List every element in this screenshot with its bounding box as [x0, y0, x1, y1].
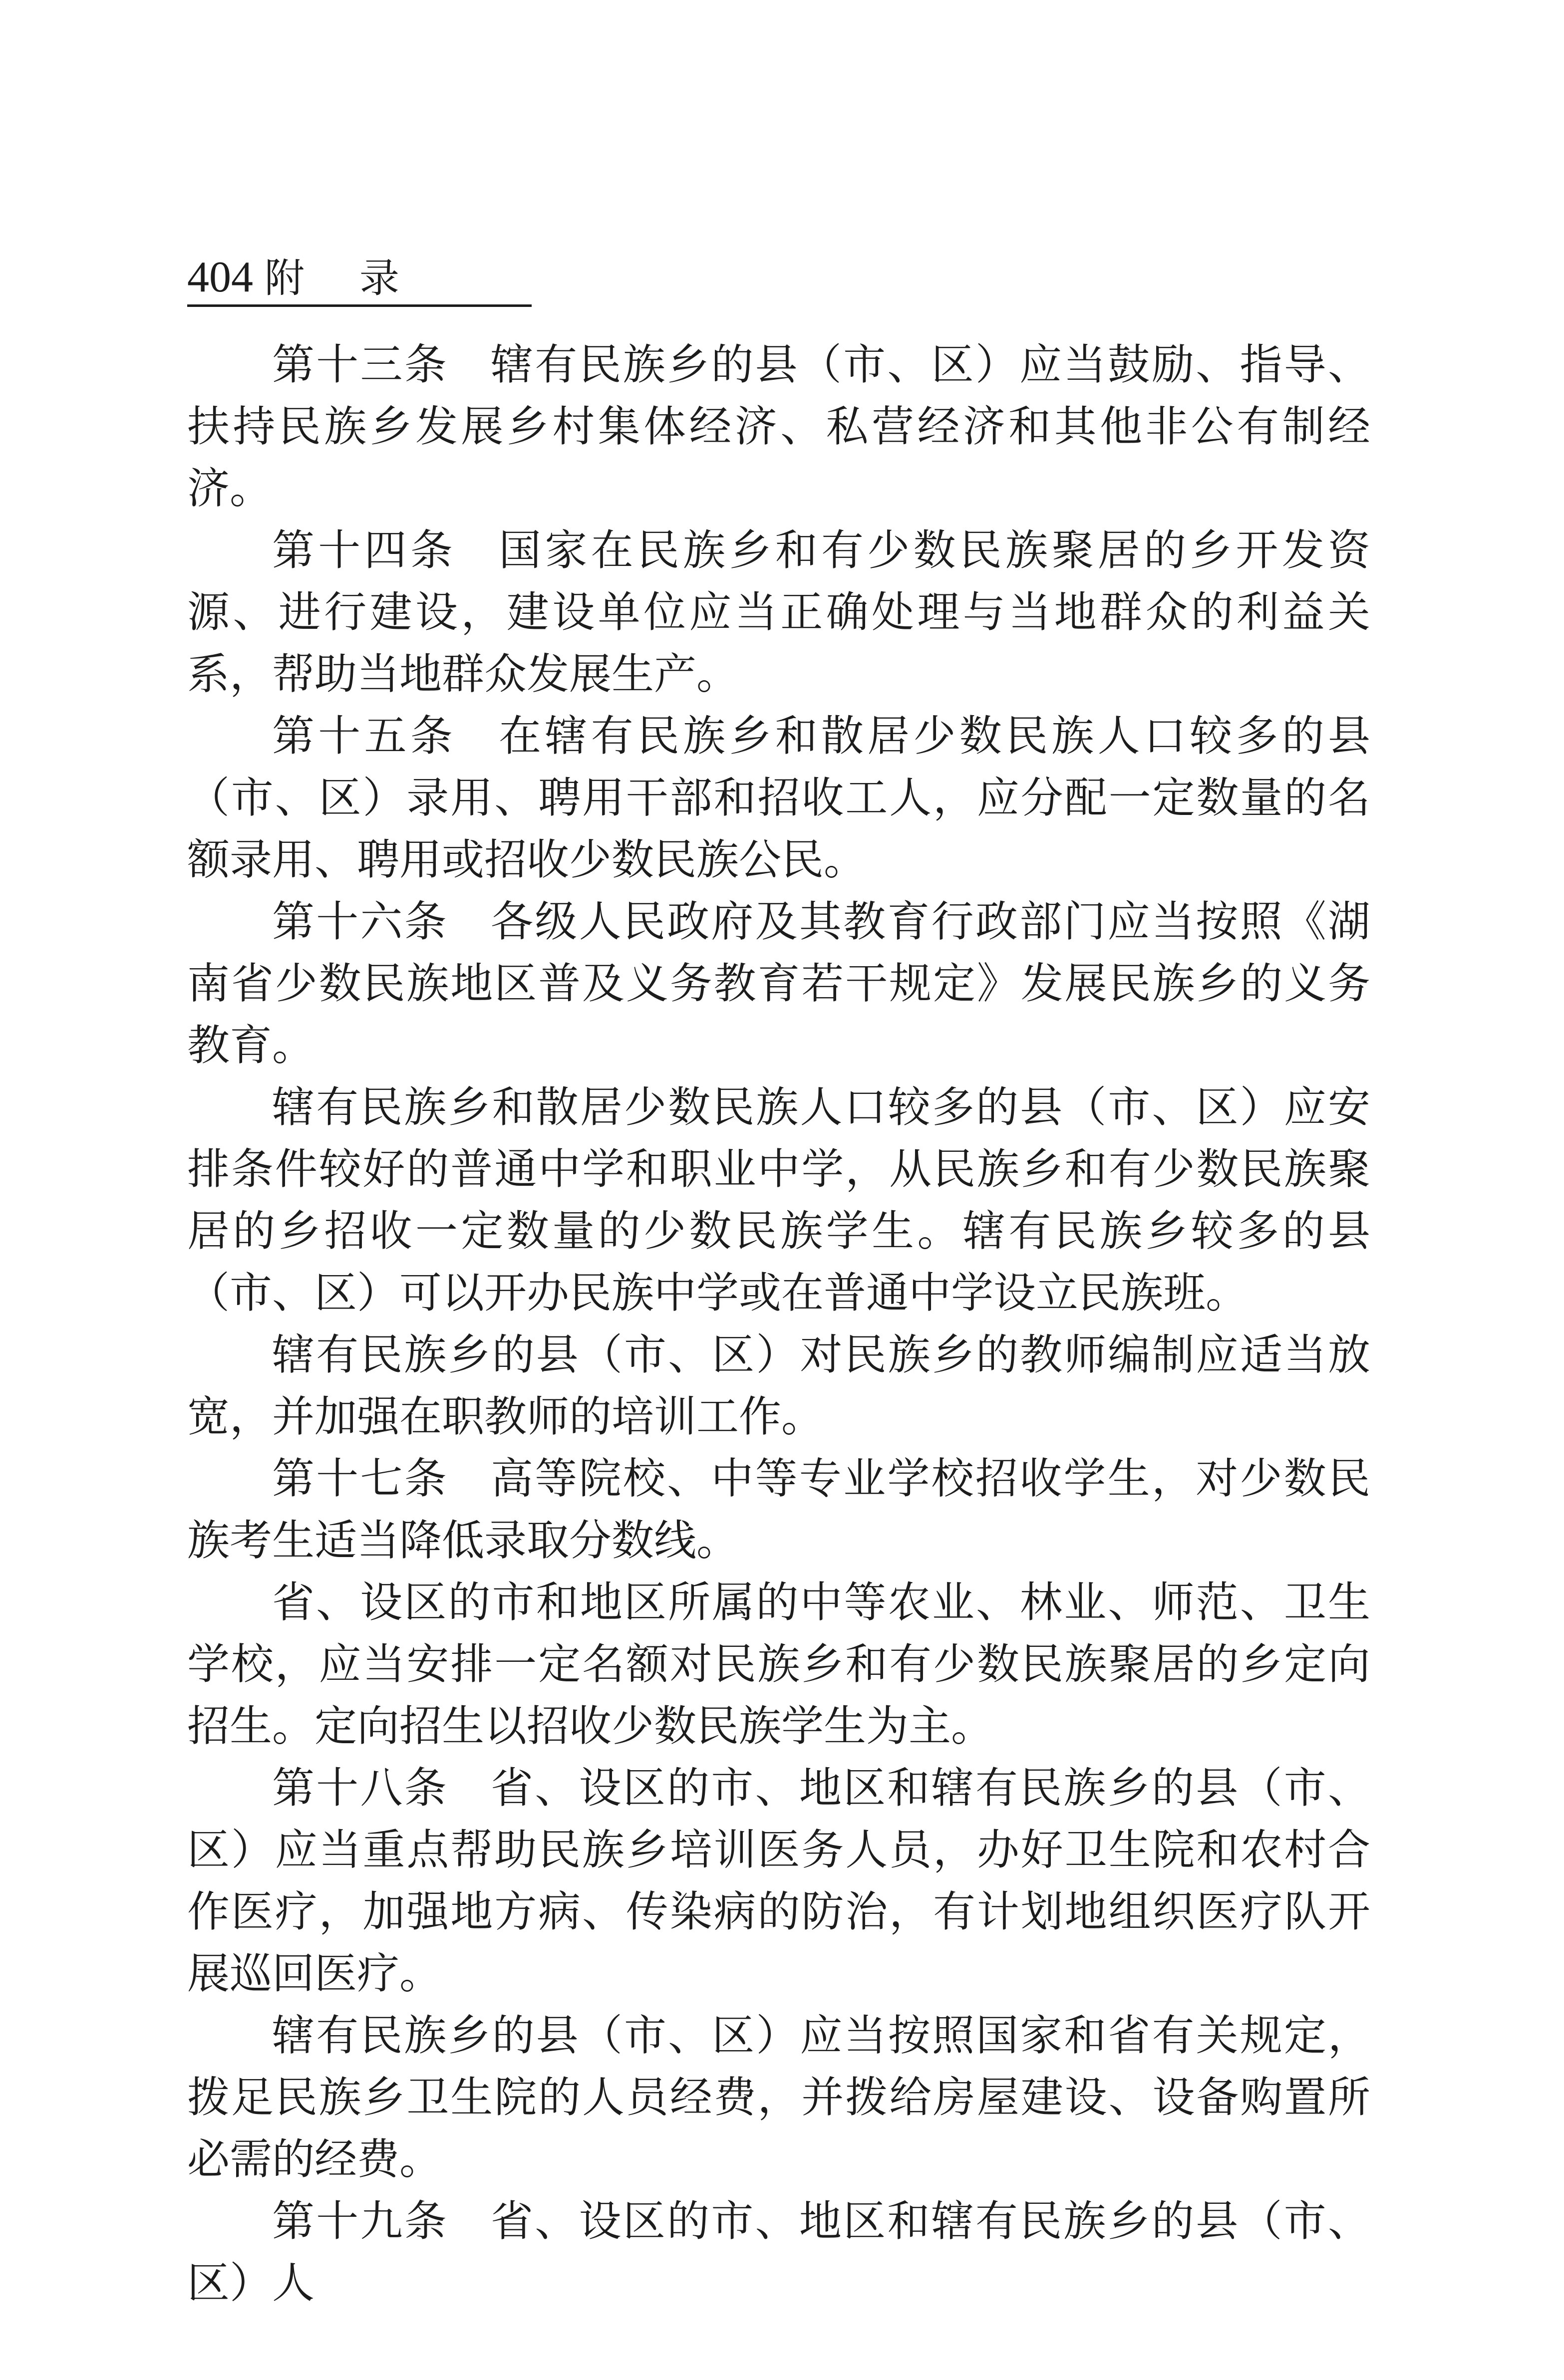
paragraph-text: 省、设区的市和地区所属的中等农业、林业、师范、卫生学校，应当安排一定名额对民族乡和有少数民族聚居的乡定向招生。定向招生以招收少数民族学生为主。	[187, 1578, 1370, 1751]
paragraph-article-13	[187, 334, 1370, 520]
paragraph-text: 在辖有民族乡和散居少数民族人口较多的县（市、区）录用、聘用干部和招收工人，应分配一定数量的名额录用、聘用或招收少数民族公民。	[187, 712, 1370, 885]
paragraph-text: 辖有民族乡的县（市、区）对民族乡的教师编制应适当放宽，并加强在职教师的培训工作。	[187, 1330, 1370, 1442]
page-body	[187, 334, 1370, 2315]
article-number: 第十八条	[272, 1764, 449, 1813]
running-head: 附录	[265, 255, 454, 301]
article-number: 第十四条	[272, 526, 457, 575]
paragraph-article-16	[187, 891, 1370, 1077]
article-number: 第十九条	[272, 2197, 449, 2246]
paragraph-text: 辖有民族乡的县（市、区）应当鼓励、指导、扶持民族乡发展乡村集体经济、私营经济和其他非公有制经济。	[187, 340, 1370, 514]
paragraph-text: 各级人民政府及其教育行政部门应当按照《湖南省少数民族地区普及义务教育若干规定》发展民族乡的义务教育。	[187, 897, 1370, 1070]
page-number: 404	[187, 253, 253, 301]
paragraph-article-19	[187, 2191, 1370, 2315]
paragraph-article-18-clause-2	[187, 2005, 1370, 2191]
paragraph-text: 辖有民族乡的县（市、区）应当按照国家和省有关规定，拨足民族乡卫生院的人员经费，并拨给房屋建设、设备购置所必需的经费。	[187, 2011, 1370, 2184]
article-number: 第十五条	[272, 712, 457, 761]
paragraph-text: 省、设区的市、地区和辖有民族乡的县（市、区）人	[187, 2197, 1370, 2308]
paragraph-text: 辖有民族乡和散居少数民族人口较多的县（市、区）应安排条件较好的普通中学和职业中学，从民族乡和有少数民族聚居的乡招收一定数量的少数民族学生。辖有民族乡较多的县（市、区）可以开办民族中学或在普通中学设立民族班。	[187, 1083, 1370, 1318]
page-header	[187, 245, 532, 307]
paragraph-article-16-clause-3	[187, 1324, 1370, 1448]
paragraph-article-17-clause-2	[187, 1572, 1370, 1758]
article-number: 第十七条	[272, 1454, 449, 1504]
paragraph-article-14	[187, 520, 1370, 706]
paragraph-article-17	[187, 1448, 1370, 1572]
paragraph-article-16-clause-2	[187, 1077, 1370, 1324]
article-number: 第十三条	[272, 340, 449, 390]
paragraph-article-15	[187, 706, 1370, 891]
article-number: 第十六条	[272, 897, 449, 947]
paragraph-text: 国家在民族乡和有少数民族聚居的乡开发资源、进行建设，建设单位应当正确处理与当地群众的利益关系，帮助当地群众发展生产。	[187, 526, 1370, 699]
paragraph-text: 高等院校、中等专业学校招收学生，对少数民族考生适当降低录取分数线。	[187, 1454, 1370, 1566]
paragraph-article-18	[187, 1758, 1370, 2005]
paragraph-text: 省、设区的市、地区和辖有民族乡的县（市、区）应当重点帮助民族乡培训医务人员，办好卫生院和农村合作医疗，加强地方病、传染病的防治，有计划地组织医疗队开展巡回医疗。	[187, 1764, 1370, 1999]
